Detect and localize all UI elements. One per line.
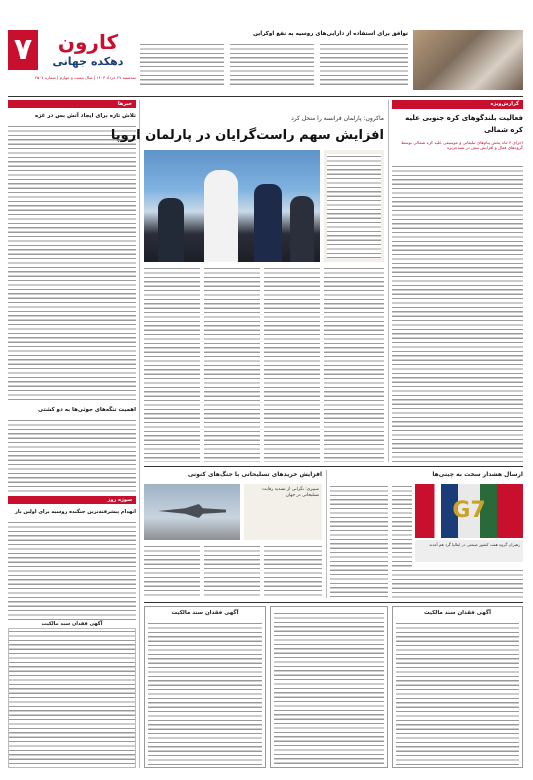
notice-3 xyxy=(144,606,266,768)
left-section-label: خبرها xyxy=(8,100,136,108)
main-headline: افزایش سهم راست‌گرایان در پارلمان اروپا xyxy=(110,128,384,143)
main-body-col4 xyxy=(324,266,384,462)
main-photo-figure-mid xyxy=(204,170,238,262)
main-right-divider xyxy=(388,100,389,462)
right-section-label: گزارش‌ویژه xyxy=(392,100,523,109)
weapons-body-col2 xyxy=(204,544,260,598)
notice-1-body xyxy=(396,621,519,765)
g7-title: ارسال هشدار سخت به چینی‌ها xyxy=(432,471,523,478)
weapons-caption-box xyxy=(244,484,322,540)
left-story1-title: تلاش تازه برای ایجاد آتش بس در غزه xyxy=(35,113,136,119)
main-pullquote-text xyxy=(327,154,381,258)
header-divider xyxy=(8,96,523,97)
main-body-col3 xyxy=(264,266,320,462)
notice-3-title: آگهی فقدان سند مالکیت xyxy=(171,610,239,616)
main-photo xyxy=(144,150,320,262)
left-story3-title: انهدام پیشرفته‌ترین جنگنده روسیه برای اولین بار xyxy=(15,509,136,515)
mid-divider xyxy=(144,466,523,467)
g7-body-left xyxy=(392,484,412,568)
g7-caption-text: رهبران گروه هفت کشور صنعتی در ایتالیا گرد هم آمدند xyxy=(429,542,520,547)
top-story-body-left xyxy=(140,42,224,86)
main-photo-figure-far xyxy=(290,196,314,262)
left-story3-body xyxy=(8,520,136,620)
notice-divider xyxy=(144,602,523,603)
weapons-title: افزایش خریدهای تسلیحاتی با جنگ‌های کنونی xyxy=(187,471,322,478)
right-body xyxy=(392,164,523,462)
main-body-col1 xyxy=(144,266,200,462)
left-story1-body xyxy=(8,124,136,402)
masthead xyxy=(8,30,136,88)
left-column-divider xyxy=(139,100,140,768)
top-story xyxy=(140,30,408,90)
logo-sub: دهکده جهانی xyxy=(52,55,124,68)
right-title: فعالیت بلندگوهای کره جنوبی علیه کره شمالی xyxy=(405,114,523,134)
g7-caption xyxy=(415,540,523,562)
weapons-body-col1 xyxy=(144,544,200,598)
main-body-col2 xyxy=(204,266,260,462)
left-notice-body xyxy=(8,628,136,768)
top-story-body-right xyxy=(320,42,408,86)
g7-body-col1 xyxy=(392,568,523,598)
notice-3-body xyxy=(148,621,262,765)
g7-photo xyxy=(415,484,523,538)
weapons-caption-text: سیپری: نگرانی از تشدید رقابت تسلیحاتی در جهان xyxy=(262,487,319,498)
weapons-body-col3 xyxy=(264,544,322,598)
right-lead: اجرای ۶ ماه پخش پیام‌های تبلیغاتی و موسیقی علیه کره شمالی توسط گروه‌های فعال و افزایش تنش در شبه‌جزیره xyxy=(401,140,523,150)
notice-2 xyxy=(270,606,388,768)
top-story-photo xyxy=(413,30,523,90)
main-pullquote xyxy=(324,150,384,262)
main-kicker: ماکرون: پارلمان فرانسه را منحل کرد xyxy=(291,115,384,122)
notice-1-title: آگهی فقدان سند مالکیت xyxy=(424,610,491,616)
logo-main: کارون xyxy=(57,30,119,54)
top-story-title: توافق برای استفاده از دارایی‌های روسیه به نفع اوکراین xyxy=(253,31,408,37)
main-photo-figure-left xyxy=(158,198,184,262)
bottom-divider-a xyxy=(326,470,327,598)
jet-silhouette xyxy=(158,504,226,518)
left-story2-title: اهمیت تنگه‌های حوثی‌ها به دو کشتی xyxy=(38,407,136,413)
left-section2-label: سوژه روز xyxy=(8,496,136,504)
notice-1 xyxy=(392,606,523,768)
weapons-photo xyxy=(144,484,240,540)
notice-2-body xyxy=(274,611,384,765)
page-number: ۷ xyxy=(8,30,38,70)
top-story-body-mid xyxy=(230,42,314,86)
g7-logo: G7 xyxy=(452,498,486,523)
main-photo-figure-right xyxy=(254,184,282,262)
left-story2-body xyxy=(8,418,136,492)
notice-4-title: آگهی فقدان سند مالکیت xyxy=(41,621,103,627)
g7-body-col2 xyxy=(330,484,388,598)
issue-line: سه‌شنبه ۲۷ خرداد ۱۴۰۳ | سال بیست و چهارم | شماره ۴۵۰۷ xyxy=(34,75,136,80)
